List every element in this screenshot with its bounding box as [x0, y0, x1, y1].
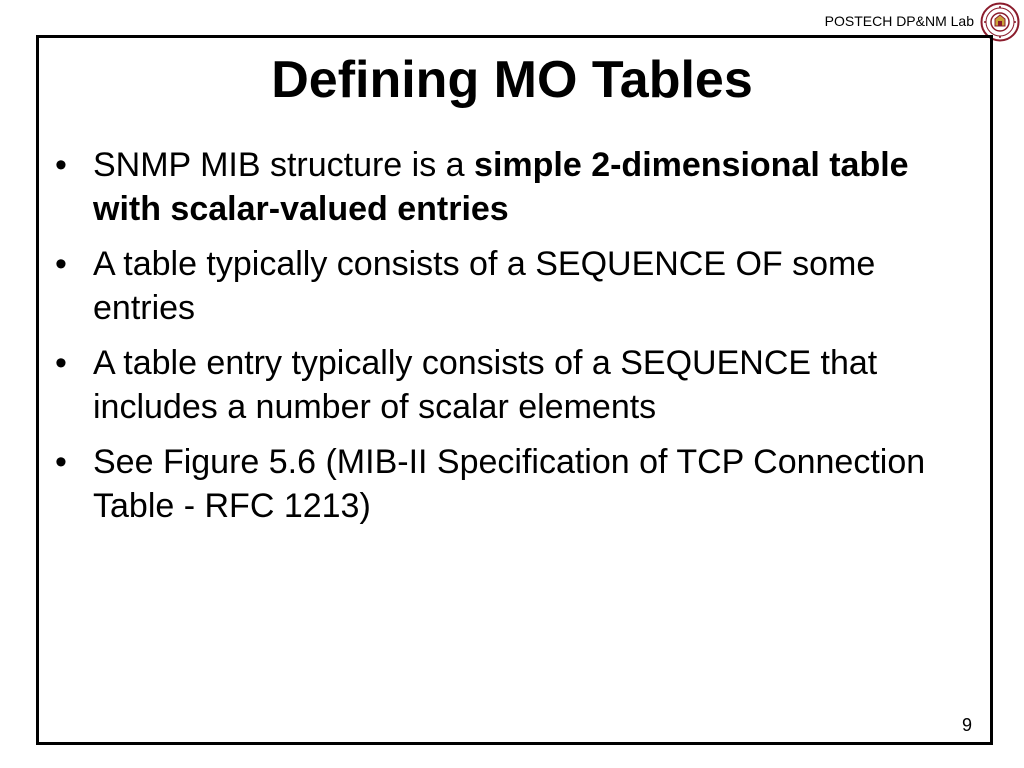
bullet-marker: • [55, 443, 67, 481]
bullet-marker: • [55, 245, 67, 283]
bullet-marker: • [55, 344, 67, 382]
bullet-item-4 [55, 440, 955, 528]
bullet-item-1 [55, 143, 955, 231]
bullet-text: A table typically consists of a SEQUENCE OF some entries [93, 245, 876, 327]
bullet-text: See Figure 5.6 (MIB-II Specification of TCP Connection Table - RFC 1213) [93, 443, 926, 525]
bullet-list [55, 143, 955, 539]
bullet-text: A table entry typically consists of a SEQUENCE that includes a number of scalar elements [93, 344, 878, 426]
bullet-item-2 [55, 242, 955, 330]
lab-name-header: POSTECH DP&NM Lab [824, 13, 974, 29]
page-number: 9 [961, 715, 972, 735]
bullet-marker: • [55, 146, 67, 184]
slide-title: Defining MO Tables [271, 51, 753, 109]
bullet-item-3 [55, 341, 955, 429]
bullet-text-normal: SNMP MIB structure is a [93, 146, 475, 184]
bullet-text-bold: simple 2-dimensional table with scalar-valued entries [93, 146, 909, 228]
